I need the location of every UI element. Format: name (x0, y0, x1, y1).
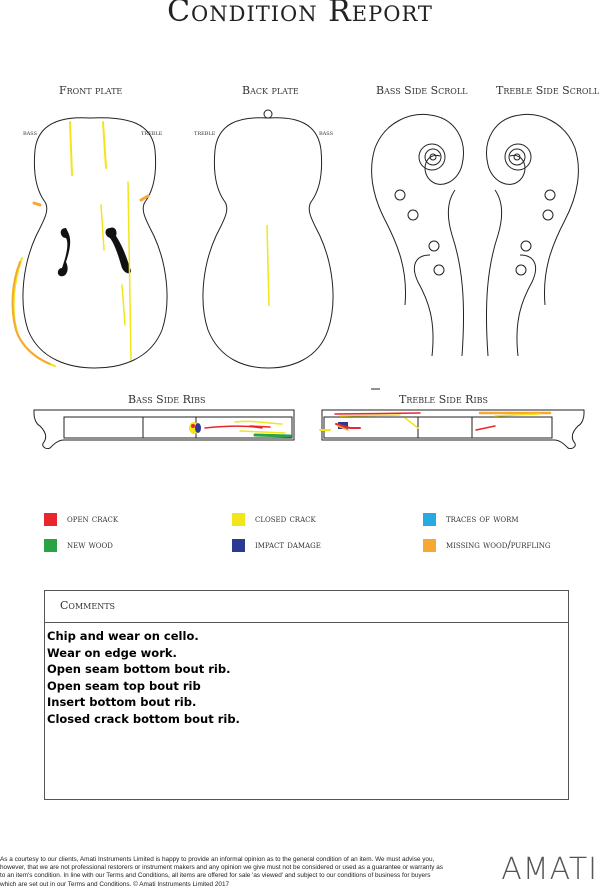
bass-side-ribs-label: Bass Side Ribs (128, 393, 206, 406)
comments-heading: Comments (45, 591, 568, 623)
legend-impact-damage: impact damage (232, 539, 321, 552)
treble-side-ribs-label: Treble Side Ribs (399, 393, 488, 406)
front-plate-outline (23, 118, 167, 368)
legend-swatch (423, 513, 436, 526)
treble-ribs-markings (320, 413, 550, 430)
comment-line: Wear on edge work. (47, 645, 177, 660)
legend-swatch (44, 539, 57, 552)
legend-open-crack: open crack (44, 513, 118, 526)
legend-closed-crack: closed crack (232, 513, 316, 526)
comment-line: Closed crack bottom bout rib. (47, 711, 240, 726)
page-title: Condition Report (167, 0, 433, 29)
treble-ribs-outline (322, 389, 584, 449)
f-hole-left (58, 228, 70, 276)
legend-swatch (232, 539, 245, 552)
back-bass-label: bass (319, 129, 334, 137)
treble-side-scroll-label: Treble Side Scroll (496, 84, 600, 97)
treble-scroll-outline (486, 114, 578, 356)
legend-missing-wood-purfling: missing wood/purfling (423, 539, 550, 552)
front-treble-label: treble (141, 129, 163, 137)
disclaimer-text: As a courtesy to our clients, Amati Instruments Limited is happy to provide an informal opinion as to the general condition of an item. We must advise you, however, that we are not professional restorers or instrument makers and any opinion we give must not be considered or used as a guarantee or warranty as to an item's condition. In line with our Terms and Conditions, all items are offered for sale 'as viewed' and subject to our conditions of business for buyers which are set out in our Terms and Conditions. © Amati Instruments Limited 2017 (0, 856, 443, 888)
front-plate-label: Front plate (59, 84, 123, 97)
bass-scroll-outline (372, 114, 464, 356)
amati-logo: AMATI (501, 852, 598, 887)
comments-box (44, 590, 569, 800)
comment-line: Chip and wear on cello. (47, 629, 199, 643)
back-treble-label: treble (194, 129, 216, 137)
legend-traces-of-worm: traces of worm (423, 513, 519, 526)
comments-body (45, 623, 568, 728)
comment-line: Open seam top bout rib (47, 678, 201, 693)
comment-line: Open seam bottom bout rib. (47, 662, 231, 677)
legend-new-wood: new wood (44, 539, 113, 552)
front-bass-label: bass (23, 129, 38, 137)
bass-ribs-markings (189, 421, 290, 436)
legend-swatch (423, 539, 436, 552)
bass-side-scroll-label: Bass Side Scroll (376, 84, 468, 97)
legend-swatch (232, 513, 245, 526)
bass-ribs-outline (34, 410, 294, 449)
treble-scroll-pegholes (516, 190, 555, 275)
back-plate-label: Back plate (242, 84, 299, 97)
comment-line: Insert bottom bout rib. (47, 695, 197, 710)
back-plate-crack (267, 225, 269, 306)
legend-swatch (44, 513, 57, 526)
f-hole-right (106, 227, 132, 273)
